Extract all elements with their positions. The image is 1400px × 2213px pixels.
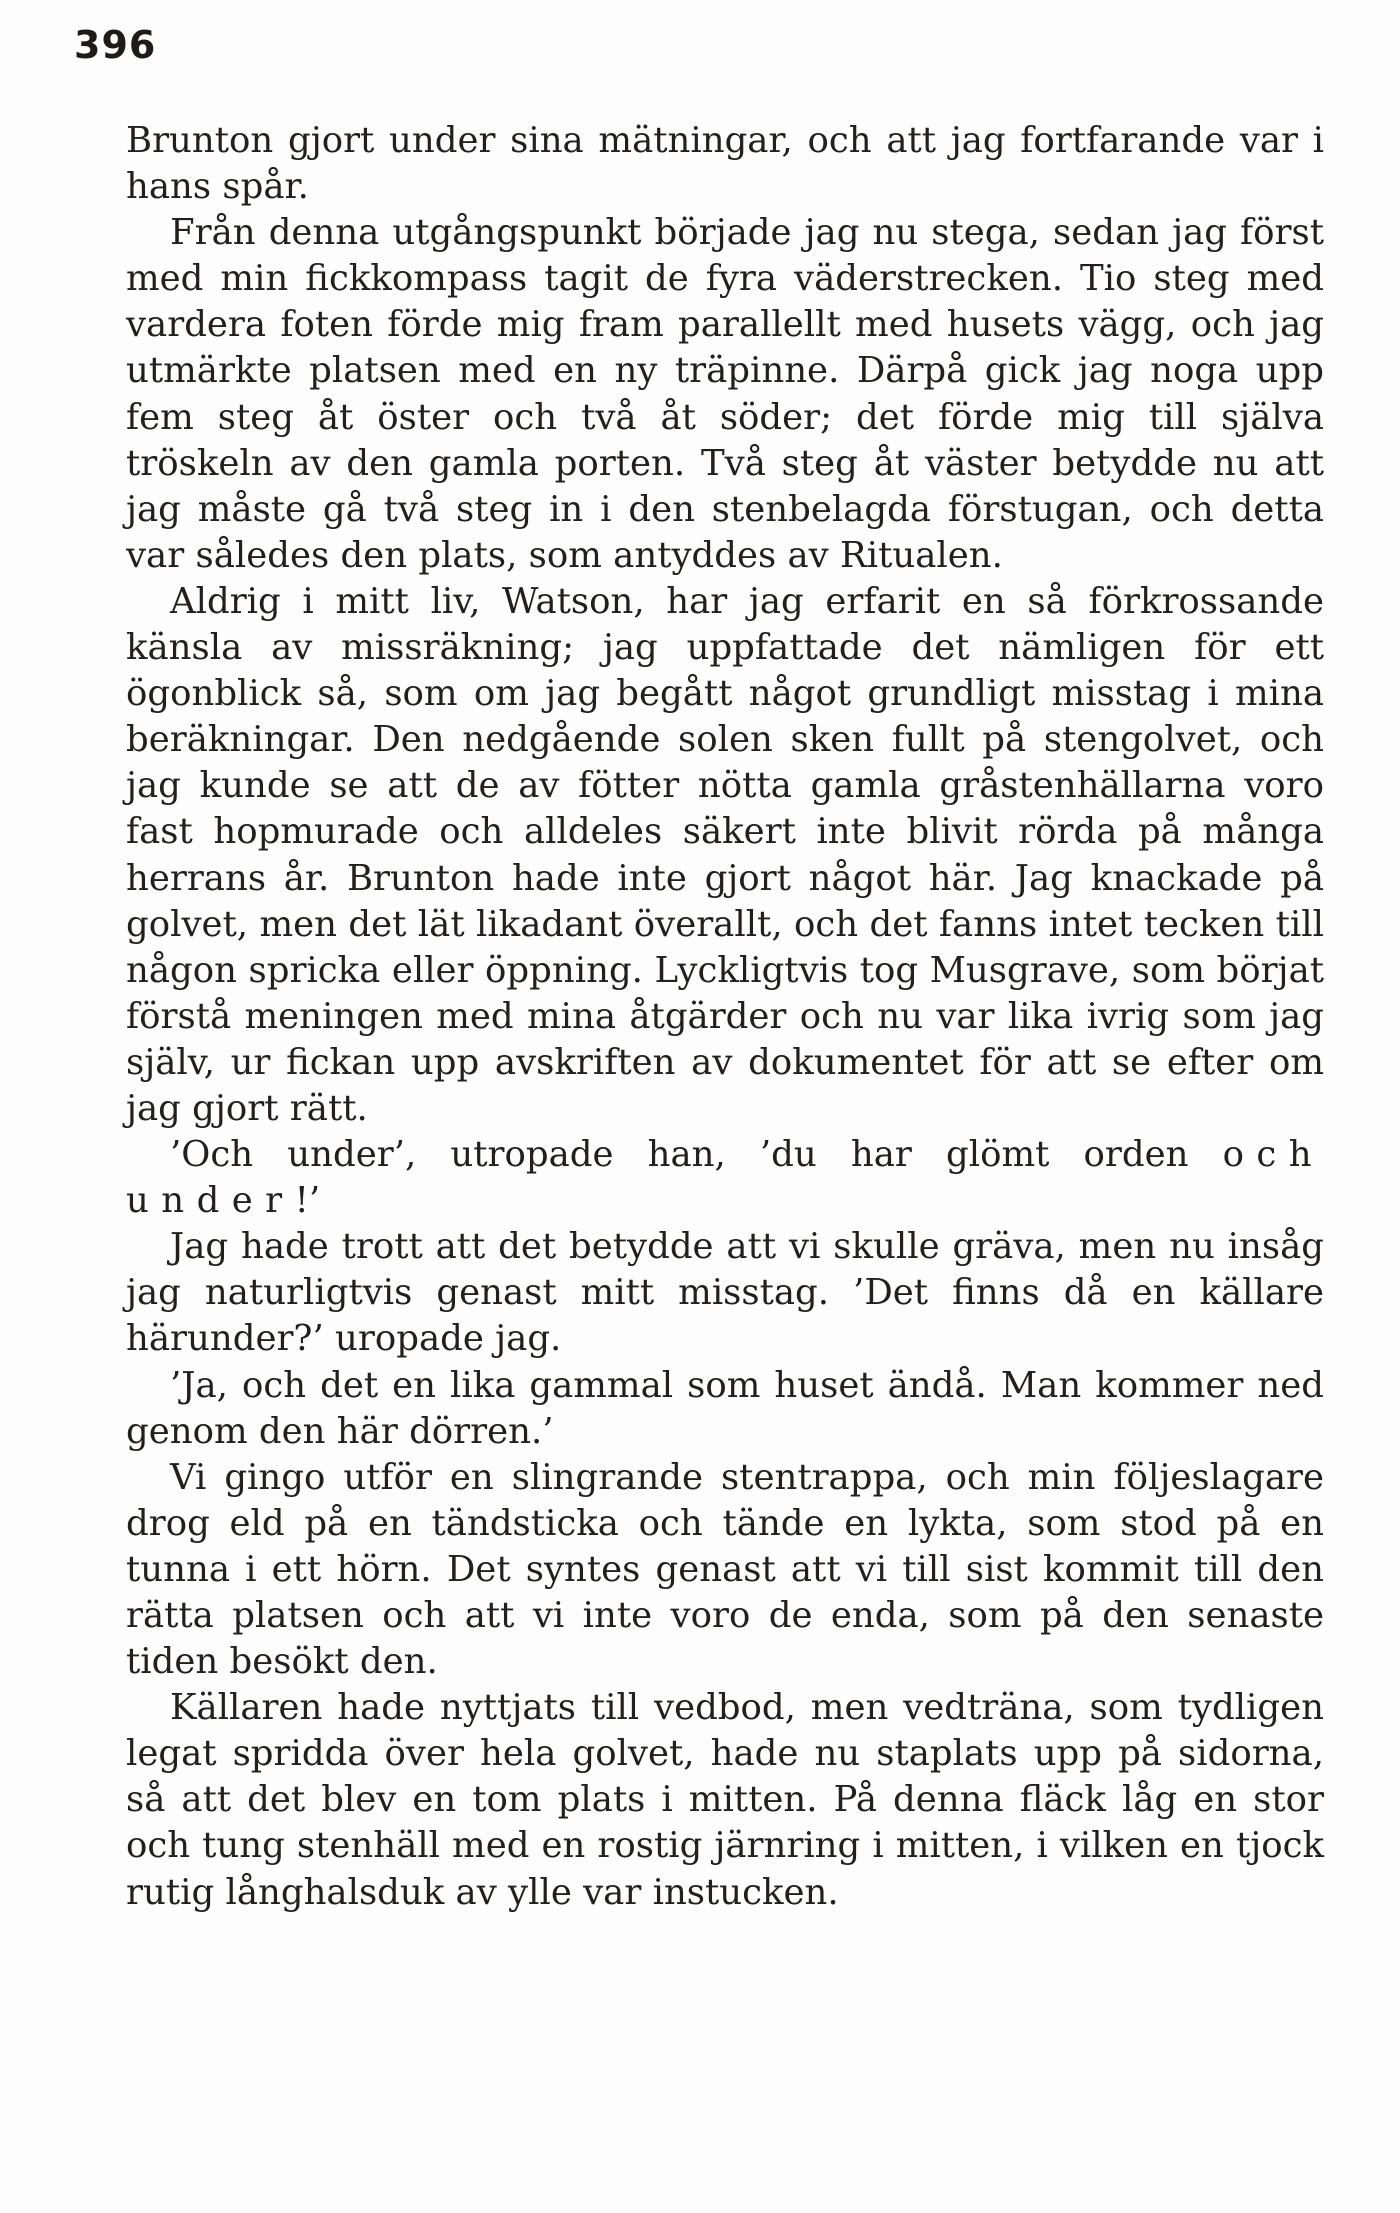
page-number: 396 — [74, 23, 157, 67]
dialogue-end: !’ — [294, 1180, 321, 1222]
paragraph: Vi gingo utför en slingrande stentrappa, och min följeslagare drog eld på en tändsticka och tände en lykta, som stod på en tunna i ett hörn. Det syntes genast att vi till sist kommit till den rätta platsen och att vi inte voro de enda, som på den senaste tiden besökt den. — [126, 1456, 1324, 1683]
paragraph: Brunton gjort under sina mätningar, och att jag fortfarande var i hans spår. — [126, 120, 1324, 208]
paragraph: Källaren hade nyttjats till vedbod, men vedträna, som tydligen legat spridda över hela golvet, hade nu staplats upp på sidorna, så att det blev en tom plats i mitten. På denna fläck låg en stor och tung stenhäll med en rostig järnring i mitten, i vilken en tjock rutig långhalsduk av ylle var instucken. — [126, 1687, 1324, 1913]
spaced-emphasis: och under — [126, 1134, 1324, 1222]
paragraph-dialogue — [126, 1132, 1324, 1224]
dialogue-text: ’Och under’, utropade han, ’du har glömt orden — [170, 1134, 1223, 1176]
paragraph: Jag hade trott att det betydde att vi skulle gräva, men nu insåg jag naturligtvis genast mitt misstag. ’Det finns då en källare härunder?’ uropade jag. — [126, 1226, 1324, 1360]
body-text — [126, 118, 1324, 1916]
paragraph: ’Ja, och det en lika gammal som huset ändå. Man kommer ned genom den här dörren.’ — [126, 1364, 1324, 1452]
paragraph: Aldrig i mitt liv, Watson, har jag erfarit en så förkrossande känsla av missräkning; jag uppfattade det nämligen för ett ögonblick så, som om jag begått något grundligt misstag i mina beräkningar. Den nedgående solen sken fullt på stengolvet, och jag kunde se att de av fötter nötta gamla gråstenhällarna voro fast hopmurade och alldeles säkert inte blivit rörda på många herrans år. Brunton hade inte gjort något här. Jag knackade på golvet, men det lät likadant överallt, och det fanns intet tecken till någon spricka eller öppning. Lyckligtvis tog Musgrave, som börjat förstå meningen med mina åtgärder och nu var lika ivrig som jag själv, ur fickan upp avskriften av dokumentet för att se efter om jag gjort rätt. — [126, 580, 1324, 1129]
paragraph: Från denna utgångspunkt började jag nu stega, sedan jag först med min fickkompass tagit de fyra väderstrecken. Tio steg med vardera foten förde mig fram parallellt med husets vägg, och jag utmärkte platsen med en ny träpinne. Därpå gick jag noga upp fem steg åt öster och två åt söder; det förde mig till själva tröskeln av den gamla porten. Två steg åt väster betydde nu att jag måste gå två steg in i den stenbelagda förstugan, och detta var således den plats, som antyddes av Ritualen. — [126, 212, 1324, 576]
